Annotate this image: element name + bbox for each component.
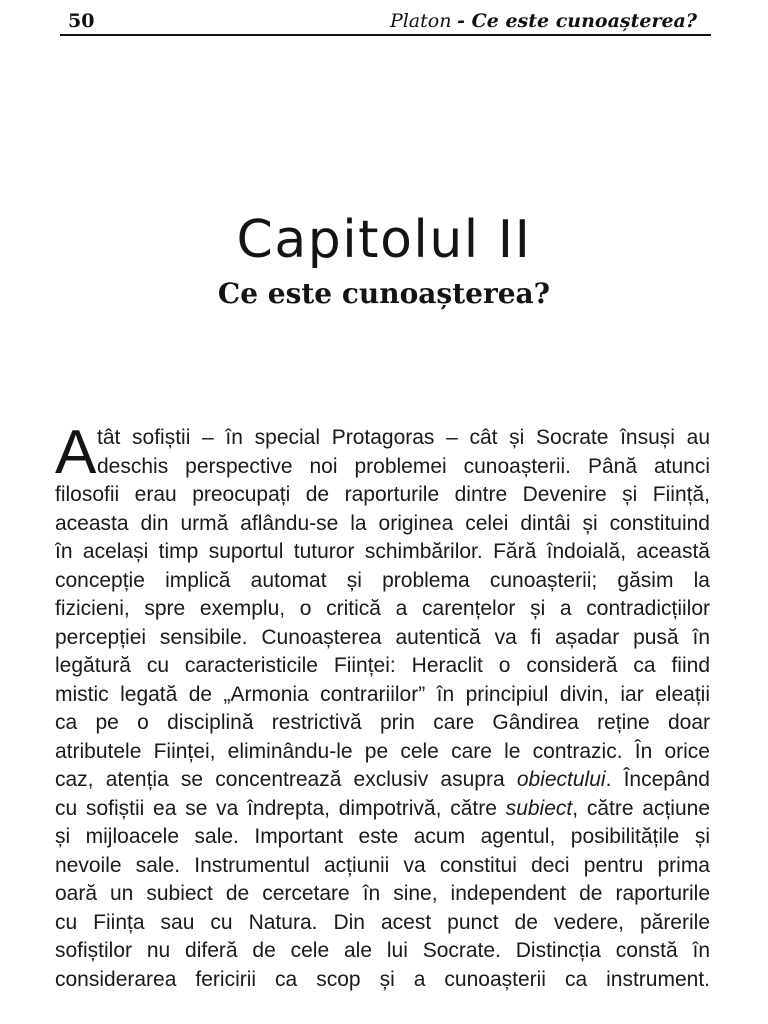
line-text: ca pe o disciplină restrictivă prin care Gândirea reține doar xyxy=(55,711,710,734)
body-line xyxy=(55,909,710,938)
body-line xyxy=(55,823,710,852)
line-text: sofiștilor nu diferă de cele ale lui Socrate. Distincția constă în xyxy=(55,939,710,962)
emphasized-word: subiect xyxy=(505,796,573,820)
body-line xyxy=(55,795,710,824)
chapter-label: Capitolul II xyxy=(236,210,532,270)
body-line xyxy=(55,937,710,966)
body-line xyxy=(55,538,710,567)
line-text: aceasta din urmă aflându-se la originea celei dintâi și constituind xyxy=(55,511,710,535)
body-line xyxy=(55,852,710,881)
body-line xyxy=(55,681,710,710)
line-text: mistic legată de „Armonia contrariilor” în principiul divin, iar eleații xyxy=(55,682,710,706)
line-text: concepție implică automat și problema cunoașterii; găsim la xyxy=(55,568,710,592)
line-text: considerarea fericirii ca scop și a cunoașterii ca instrument. xyxy=(55,967,710,991)
drop-cap: A xyxy=(55,417,97,487)
line-text: cu Ființa sau cu Natura. Din acest punct de vedere, părerile xyxy=(55,910,710,934)
line-text: și mijloacele sale. Important este acum agentul, posibilitățile și xyxy=(55,825,710,848)
chapter-title: Ce este cunoașterea? xyxy=(217,277,551,310)
line-text: în același timp suportul tuturor schimbărilor. Fără îndoială, această xyxy=(55,540,710,563)
page-number: 50 xyxy=(68,10,95,32)
body-line xyxy=(55,880,710,909)
line-text: nevoile sale. Instrumentul acțiunii va constitui deci pentru prima xyxy=(55,853,710,877)
line-text: caz, atenția se concentrează exclusiv asupra xyxy=(55,768,517,791)
line-text: , către acțiune xyxy=(572,796,710,820)
line-text: percepției sensibile. Cunoașterea autentică va fi așadar pusă în xyxy=(55,625,710,649)
line-text: filosofii erau preocupați de raporturile dintre Devenire și Ființă, xyxy=(55,483,710,506)
line-text: oară un subiect de cercetare în sine, independent de raporturile xyxy=(55,882,710,905)
line-text: tât sofiștii – în special Protagoras – cât și Socrate însuși au xyxy=(97,426,710,449)
emphasized-word: obiectului xyxy=(516,768,606,791)
running-header-author: Platon xyxy=(389,10,452,32)
body-line xyxy=(55,624,710,653)
body-line xyxy=(55,966,710,995)
body-line xyxy=(55,595,710,624)
body-line xyxy=(55,424,710,453)
line-text: cu sofiștii ea se va îndrepta, dimpotrivă, către xyxy=(55,796,506,820)
body-paragraph xyxy=(55,417,710,994)
body-line xyxy=(55,738,710,767)
running-header-title: - Ce este cunoașterea? xyxy=(457,10,697,32)
header-rule xyxy=(60,34,711,36)
body-line xyxy=(55,481,710,510)
running-header xyxy=(390,8,697,34)
body-line xyxy=(55,510,710,539)
line-text: . Începând xyxy=(605,768,710,791)
body-line xyxy=(55,567,710,596)
line-text: legătură cu caracteristicile Ființei: Heraclit o consideră ca fiind xyxy=(55,654,710,677)
line-text: fizicieni, spre exemplu, o critică a carențelor și a contradicțiilor xyxy=(55,597,710,620)
line-text: deschis perspective noi problemei cunoașterii. Până atunci xyxy=(97,454,710,478)
line-text: atributele Ființei, eliminându-le pe cele care le contrazic. În orice xyxy=(55,739,710,763)
body-line xyxy=(55,766,710,795)
body-line xyxy=(55,709,710,738)
body-line xyxy=(55,652,710,681)
body-line xyxy=(55,453,710,482)
